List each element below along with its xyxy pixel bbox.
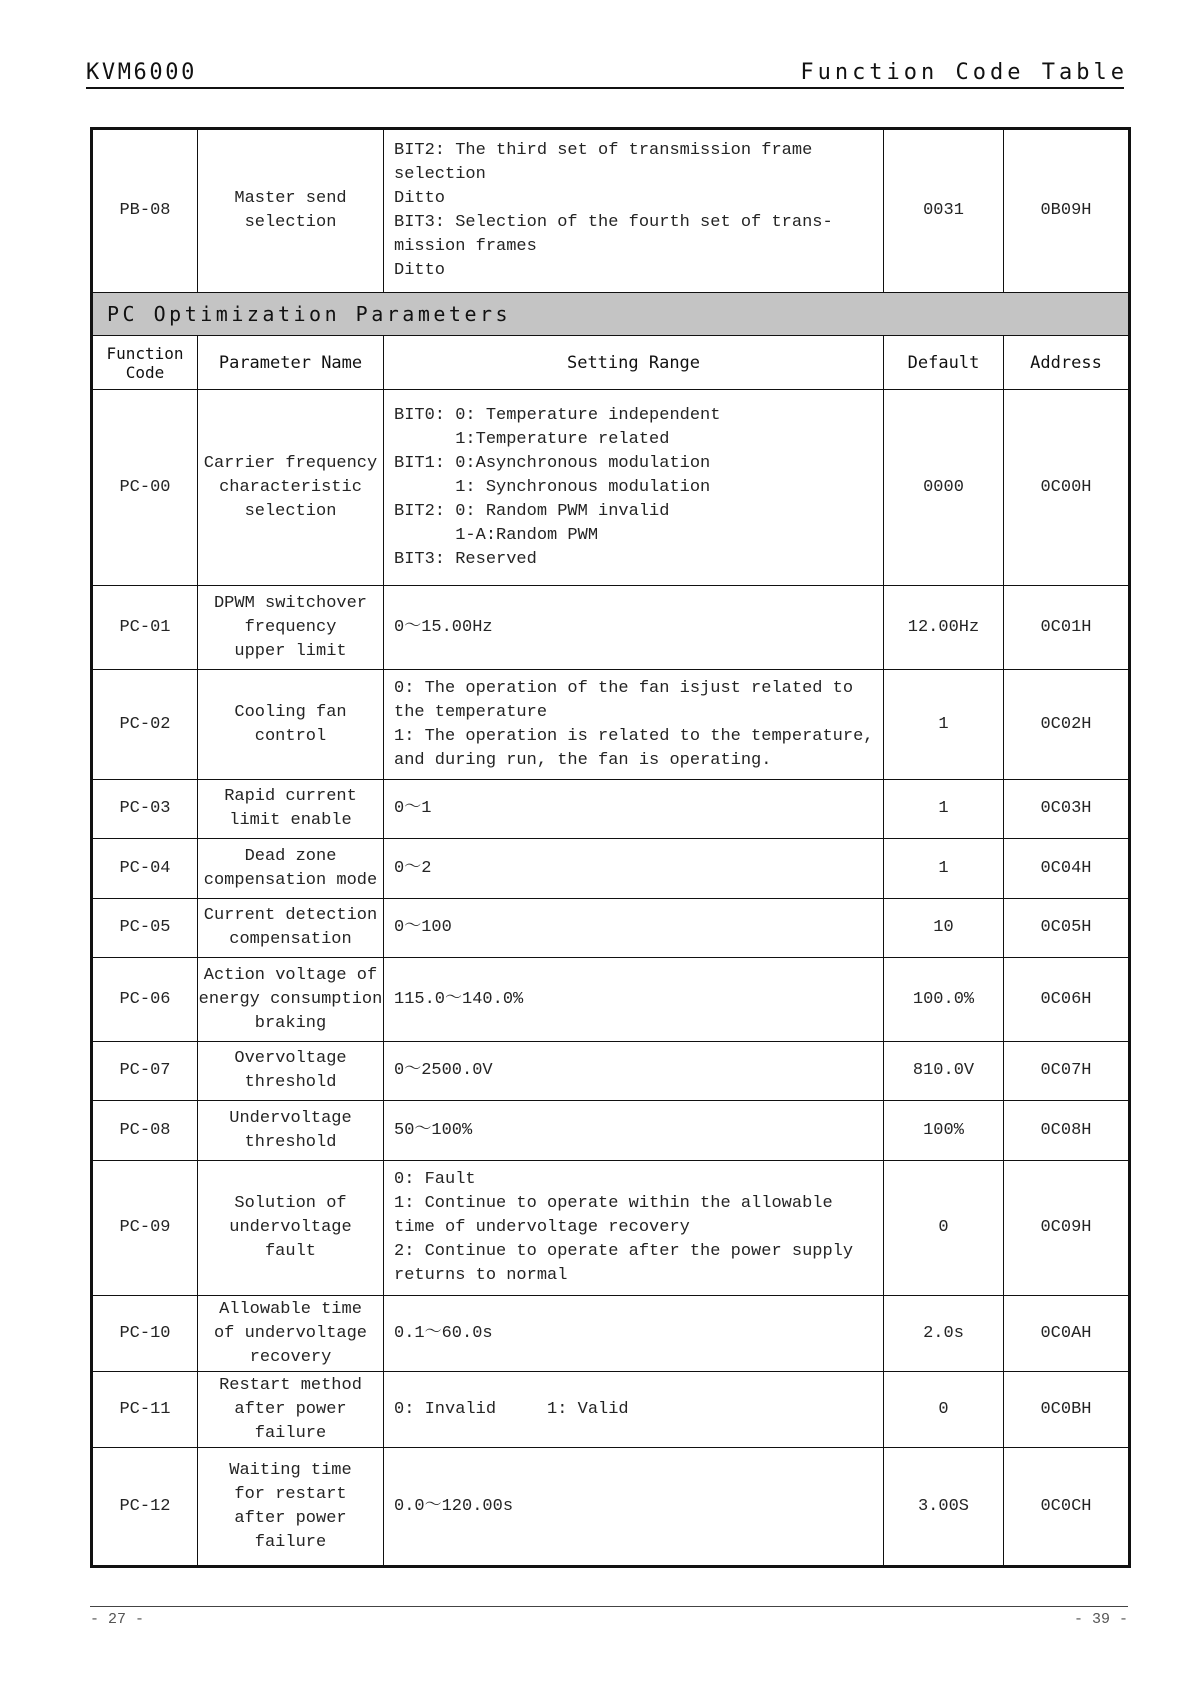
section-title: PC Optimization Parameters bbox=[92, 293, 1130, 336]
parameter-row-pc-07 bbox=[92, 1042, 1130, 1101]
default-value-cell: 1 bbox=[884, 780, 1004, 839]
setting-range-cell: 0～15.00Hz bbox=[384, 586, 884, 670]
parameter-row-pc-00 bbox=[92, 390, 1130, 586]
function-code-cell: PC-09 bbox=[92, 1161, 198, 1296]
parameter-name-cell: Action voltage of energy consumption braking bbox=[198, 958, 384, 1042]
function-code-cell: PC-02 bbox=[92, 670, 198, 780]
address-cell: 0C0AH bbox=[1004, 1296, 1130, 1372]
parameter-name-cell: Rapid current limit enable bbox=[198, 780, 384, 839]
setting-range-cell: 0.1～60.0s bbox=[384, 1296, 884, 1372]
parameter-row-pc-01 bbox=[92, 586, 1130, 670]
default-value-cell: 0000 bbox=[884, 390, 1004, 586]
column-header-parameter-name: Parameter Name bbox=[198, 336, 384, 390]
header-divider bbox=[86, 87, 1124, 89]
parameter-name-cell: Solution of undervoltage fault bbox=[198, 1161, 384, 1296]
parameter-name-cell: Restart method after power failure bbox=[198, 1372, 384, 1448]
default-value-cell: 0 bbox=[884, 1161, 1004, 1296]
parameter-row-pc-09 bbox=[92, 1161, 1130, 1296]
function-code-cell: PC-00 bbox=[92, 390, 198, 586]
parameter-name-cell: DPWM switchover frequency upper limit bbox=[198, 586, 384, 670]
footer-divider bbox=[90, 1606, 1128, 1607]
function-code-cell: PC-07 bbox=[92, 1042, 198, 1101]
setting-range-cell: BIT2: The third set of transmission frame selection Ditto BIT3: Selection of the fourth set of trans- mission frames Ditto bbox=[384, 129, 884, 293]
function-code-cell: PC-03 bbox=[92, 780, 198, 839]
setting-range-cell: 0～2 bbox=[384, 839, 884, 899]
column-header-function-code: Function Code bbox=[92, 336, 198, 390]
parameter-name-cell: Current detection compensation bbox=[198, 899, 384, 958]
parameter-name-cell: Cooling fan control bbox=[198, 670, 384, 780]
parameter-row-pb-08 bbox=[92, 129, 1130, 293]
column-header-row bbox=[92, 336, 1130, 390]
default-value-cell: 10 bbox=[884, 899, 1004, 958]
address-cell: 0C09H bbox=[1004, 1161, 1130, 1296]
default-value-cell: 2.0s bbox=[884, 1296, 1004, 1372]
parameter-name-cell: Carrier frequency characteristic selection bbox=[198, 390, 384, 586]
setting-range-cell: 0: Fault 1: Continue to operate within the allowable time of undervoltage recovery 2: Continue to operate after the power supply returns to normal bbox=[384, 1161, 884, 1296]
footer-page-number-left: - 27 - bbox=[90, 1611, 145, 1628]
function-code-cell: PB-08 bbox=[92, 129, 198, 293]
default-value-cell: 100.0% bbox=[884, 958, 1004, 1042]
address-cell: 0C04H bbox=[1004, 839, 1130, 899]
parameter-row-pc-04 bbox=[92, 839, 1130, 899]
parameter-row-pc-11 bbox=[92, 1372, 1130, 1448]
address-cell: 0C02H bbox=[1004, 670, 1130, 780]
setting-range-cell: 0～1 bbox=[384, 780, 884, 839]
function-code-cell: PC-06 bbox=[92, 958, 198, 1042]
parameter-row-pc-03 bbox=[92, 780, 1130, 839]
function-code-cell: PC-08 bbox=[92, 1101, 198, 1161]
parameter-name-cell: Overvoltage threshold bbox=[198, 1042, 384, 1101]
parameter-row-pc-12 bbox=[92, 1448, 1130, 1567]
function-code-cell: PC-05 bbox=[92, 899, 198, 958]
parameter-row-pc-08 bbox=[92, 1101, 1130, 1161]
setting-range-cell: 0～100 bbox=[384, 899, 884, 958]
default-value-cell: 0 bbox=[884, 1372, 1004, 1448]
address-cell: 0C01H bbox=[1004, 586, 1130, 670]
parameter-row-pc-06 bbox=[92, 958, 1130, 1042]
column-header-setting-range: Setting Range bbox=[384, 336, 884, 390]
parameter-row-pc-10 bbox=[92, 1296, 1130, 1372]
manual-model-name: KVM6000 bbox=[86, 60, 197, 85]
address-cell: 0C06H bbox=[1004, 958, 1130, 1042]
footer-page-number-right: - 39 - bbox=[1073, 1611, 1128, 1628]
parameter-name-cell: Waiting time for restart after power failure bbox=[198, 1448, 384, 1567]
function-code-table bbox=[90, 127, 1131, 1568]
parameter-name-cell: Master send selection bbox=[198, 129, 384, 293]
parameter-name-cell: Dead zone compensation mode bbox=[198, 839, 384, 899]
function-code-cell: PC-11 bbox=[92, 1372, 198, 1448]
setting-range-cell: 0: Invalid 1: Valid bbox=[384, 1372, 884, 1448]
default-value-cell: 3.00S bbox=[884, 1448, 1004, 1567]
page-title: Function Code Table bbox=[800, 60, 1128, 85]
function-code-cell: PC-12 bbox=[92, 1448, 198, 1567]
parameter-row-pc-02 bbox=[92, 670, 1130, 780]
address-cell: 0C0CH bbox=[1004, 1448, 1130, 1567]
parameter-name-cell: Allowable time of undervoltage recovery bbox=[198, 1296, 384, 1372]
column-header-default: Default bbox=[884, 336, 1004, 390]
default-value-cell: 100% bbox=[884, 1101, 1004, 1161]
setting-range-cell: 0～2500.0V bbox=[384, 1042, 884, 1101]
setting-range-cell: 0.0～120.00s bbox=[384, 1448, 884, 1567]
address-cell: 0C05H bbox=[1004, 899, 1130, 958]
function-code-cell: PC-01 bbox=[92, 586, 198, 670]
setting-range-cell: 115.0～140.0% bbox=[384, 958, 884, 1042]
address-cell: 0C0BH bbox=[1004, 1372, 1130, 1448]
default-value-cell: 0031 bbox=[884, 129, 1004, 293]
function-code-cell: PC-04 bbox=[92, 839, 198, 899]
section-header-row bbox=[92, 293, 1130, 336]
address-cell: 0B09H bbox=[1004, 129, 1130, 293]
column-header-address: Address bbox=[1004, 336, 1130, 390]
address-cell: 0C00H bbox=[1004, 390, 1130, 586]
setting-range-cell: BIT0: 0: Temperature independent 1:Temperature related BIT1: 0:Asynchronous modulation 1: Synchronous modulation BIT2: 0: Random PWM invalid 1-A:Random PWM BIT3: Reserved bbox=[384, 390, 884, 586]
setting-range-cell: 50～100% bbox=[384, 1101, 884, 1161]
default-value-cell: 810.0V bbox=[884, 1042, 1004, 1101]
setting-range-cell: 0: The operation of the fan isjust related to the temperature 1: The operation is related to the temperature, and during run, the fan is operating. bbox=[384, 670, 884, 780]
parameter-name-cell: Undervoltage threshold bbox=[198, 1101, 384, 1161]
address-cell: 0C08H bbox=[1004, 1101, 1130, 1161]
address-cell: 0C07H bbox=[1004, 1042, 1130, 1101]
default-value-cell: 1 bbox=[884, 670, 1004, 780]
default-value-cell: 1 bbox=[884, 839, 1004, 899]
address-cell: 0C03H bbox=[1004, 780, 1130, 839]
function-code-cell: PC-10 bbox=[92, 1296, 198, 1372]
parameter-row-pc-05 bbox=[92, 899, 1130, 958]
default-value-cell: 12.00Hz bbox=[884, 586, 1004, 670]
